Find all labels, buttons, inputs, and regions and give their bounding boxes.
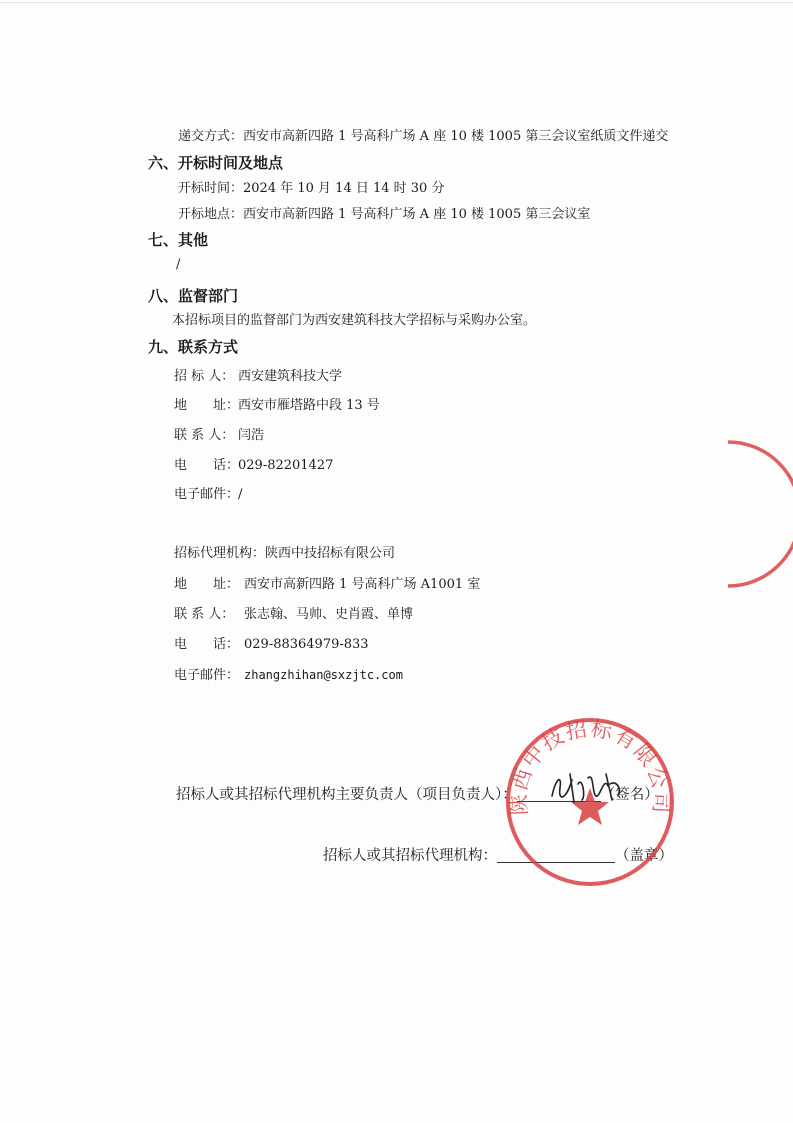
submission-value: 西安市高新四路 1 号高科广场 A 座 10 楼 1005 第三会议室纸质文件递交: [243, 129, 669, 144]
tenderer-address-value: 西安市雁塔路中段 13 号: [238, 398, 380, 413]
svg-text:陕西中技招标有限公司: 陕西中技招标有限公司: [506, 716, 674, 816]
tenderer-name-value: 西安建筑科技大学: [238, 369, 343, 384]
tenderer-contact-value: 闫浩: [238, 428, 265, 443]
agency-contact-value: 张志翰、马帅、史肖霞、单博: [244, 607, 414, 622]
tenderer-address-label: 地 址：: [174, 398, 240, 413]
tenderer-address-line: [174, 397, 380, 415]
agency-name-line: [174, 545, 395, 563]
opening-time-line: [178, 180, 444, 198]
tenderer-name-line: [174, 368, 342, 386]
tenderer-phone-value: 029-82201427: [238, 458, 334, 473]
opening-place-line: [178, 206, 590, 224]
opening-time-label: 开标时间：: [178, 181, 244, 196]
tenderer-name-label: 招 标 人：: [174, 369, 235, 384]
opening-place-label: 开标地点：: [178, 207, 244, 222]
tenderer-email-label: 电子邮件：: [174, 487, 240, 502]
tenderer-email-value: /: [238, 487, 243, 502]
agency-address-line: [174, 576, 480, 594]
agency-phone-value: 029-88364979-833: [244, 637, 369, 652]
agency-contact-label: 联 系 人：: [174, 607, 235, 622]
tenderer-email-line: [174, 486, 242, 504]
agency-phone-label: 电 话：: [174, 637, 240, 652]
section7-heading: 七、其他: [148, 231, 209, 249]
agency-phone-line: [174, 636, 369, 654]
opening-time-value: 2024 年 10 月 14 日 14 时 30 分: [243, 181, 445, 196]
agency-email-value: zhangzhihan@sxzjtc.com: [244, 668, 403, 682]
section7-content: /: [176, 257, 181, 272]
agency-contact-line: [174, 606, 413, 624]
agency-address-label: 地 址：: [174, 577, 240, 592]
handwritten-signature-icon: [548, 766, 628, 808]
principal-signature-label: 招标人或其招标代理机构主要负责人（项目负责人）：: [176, 787, 517, 803]
side-seal-icon: [708, 438, 793, 590]
agency-name-label: 招标代理机构：: [174, 546, 266, 561]
tenderer-phone-line: [174, 457, 333, 475]
tenderer-phone-label: 电 话：: [174, 458, 240, 473]
agency-address-value: 西安市高新四路 1 号高科广场 A1001 室: [244, 577, 481, 592]
agency-email-line: [174, 666, 403, 685]
agency-seal-suffix: （盖章）: [615, 848, 673, 864]
opening-place-value: 西安市高新四路 1 号高科广场 A 座 10 楼 1005 第三会议室: [243, 207, 591, 222]
section9-heading: 九、联系方式: [148, 338, 239, 356]
section8-heading: 八、监督部门: [148, 287, 239, 305]
section6-heading: 六、开标时间及地点: [148, 154, 284, 172]
tenderer-contact-label: 联 系 人：: [174, 428, 235, 443]
agency-seal-label: 招标人或其招标代理机构：: [323, 848, 497, 864]
submission-method-line: [178, 128, 668, 146]
page-top-rule: [0, 2, 793, 3]
agency-name-value: 陕西中技招标有限公司: [265, 546, 396, 561]
submission-label: 递交方式：: [178, 129, 244, 144]
principal-signature-suffix: （签名）: [600, 787, 659, 803]
section8-content: 本招标项目的监督部门为西安建筑科技大学招标与采购办公室。: [172, 313, 537, 328]
agency-email-label: 电子邮件：: [174, 668, 240, 683]
tenderer-contact-line: [174, 427, 264, 445]
